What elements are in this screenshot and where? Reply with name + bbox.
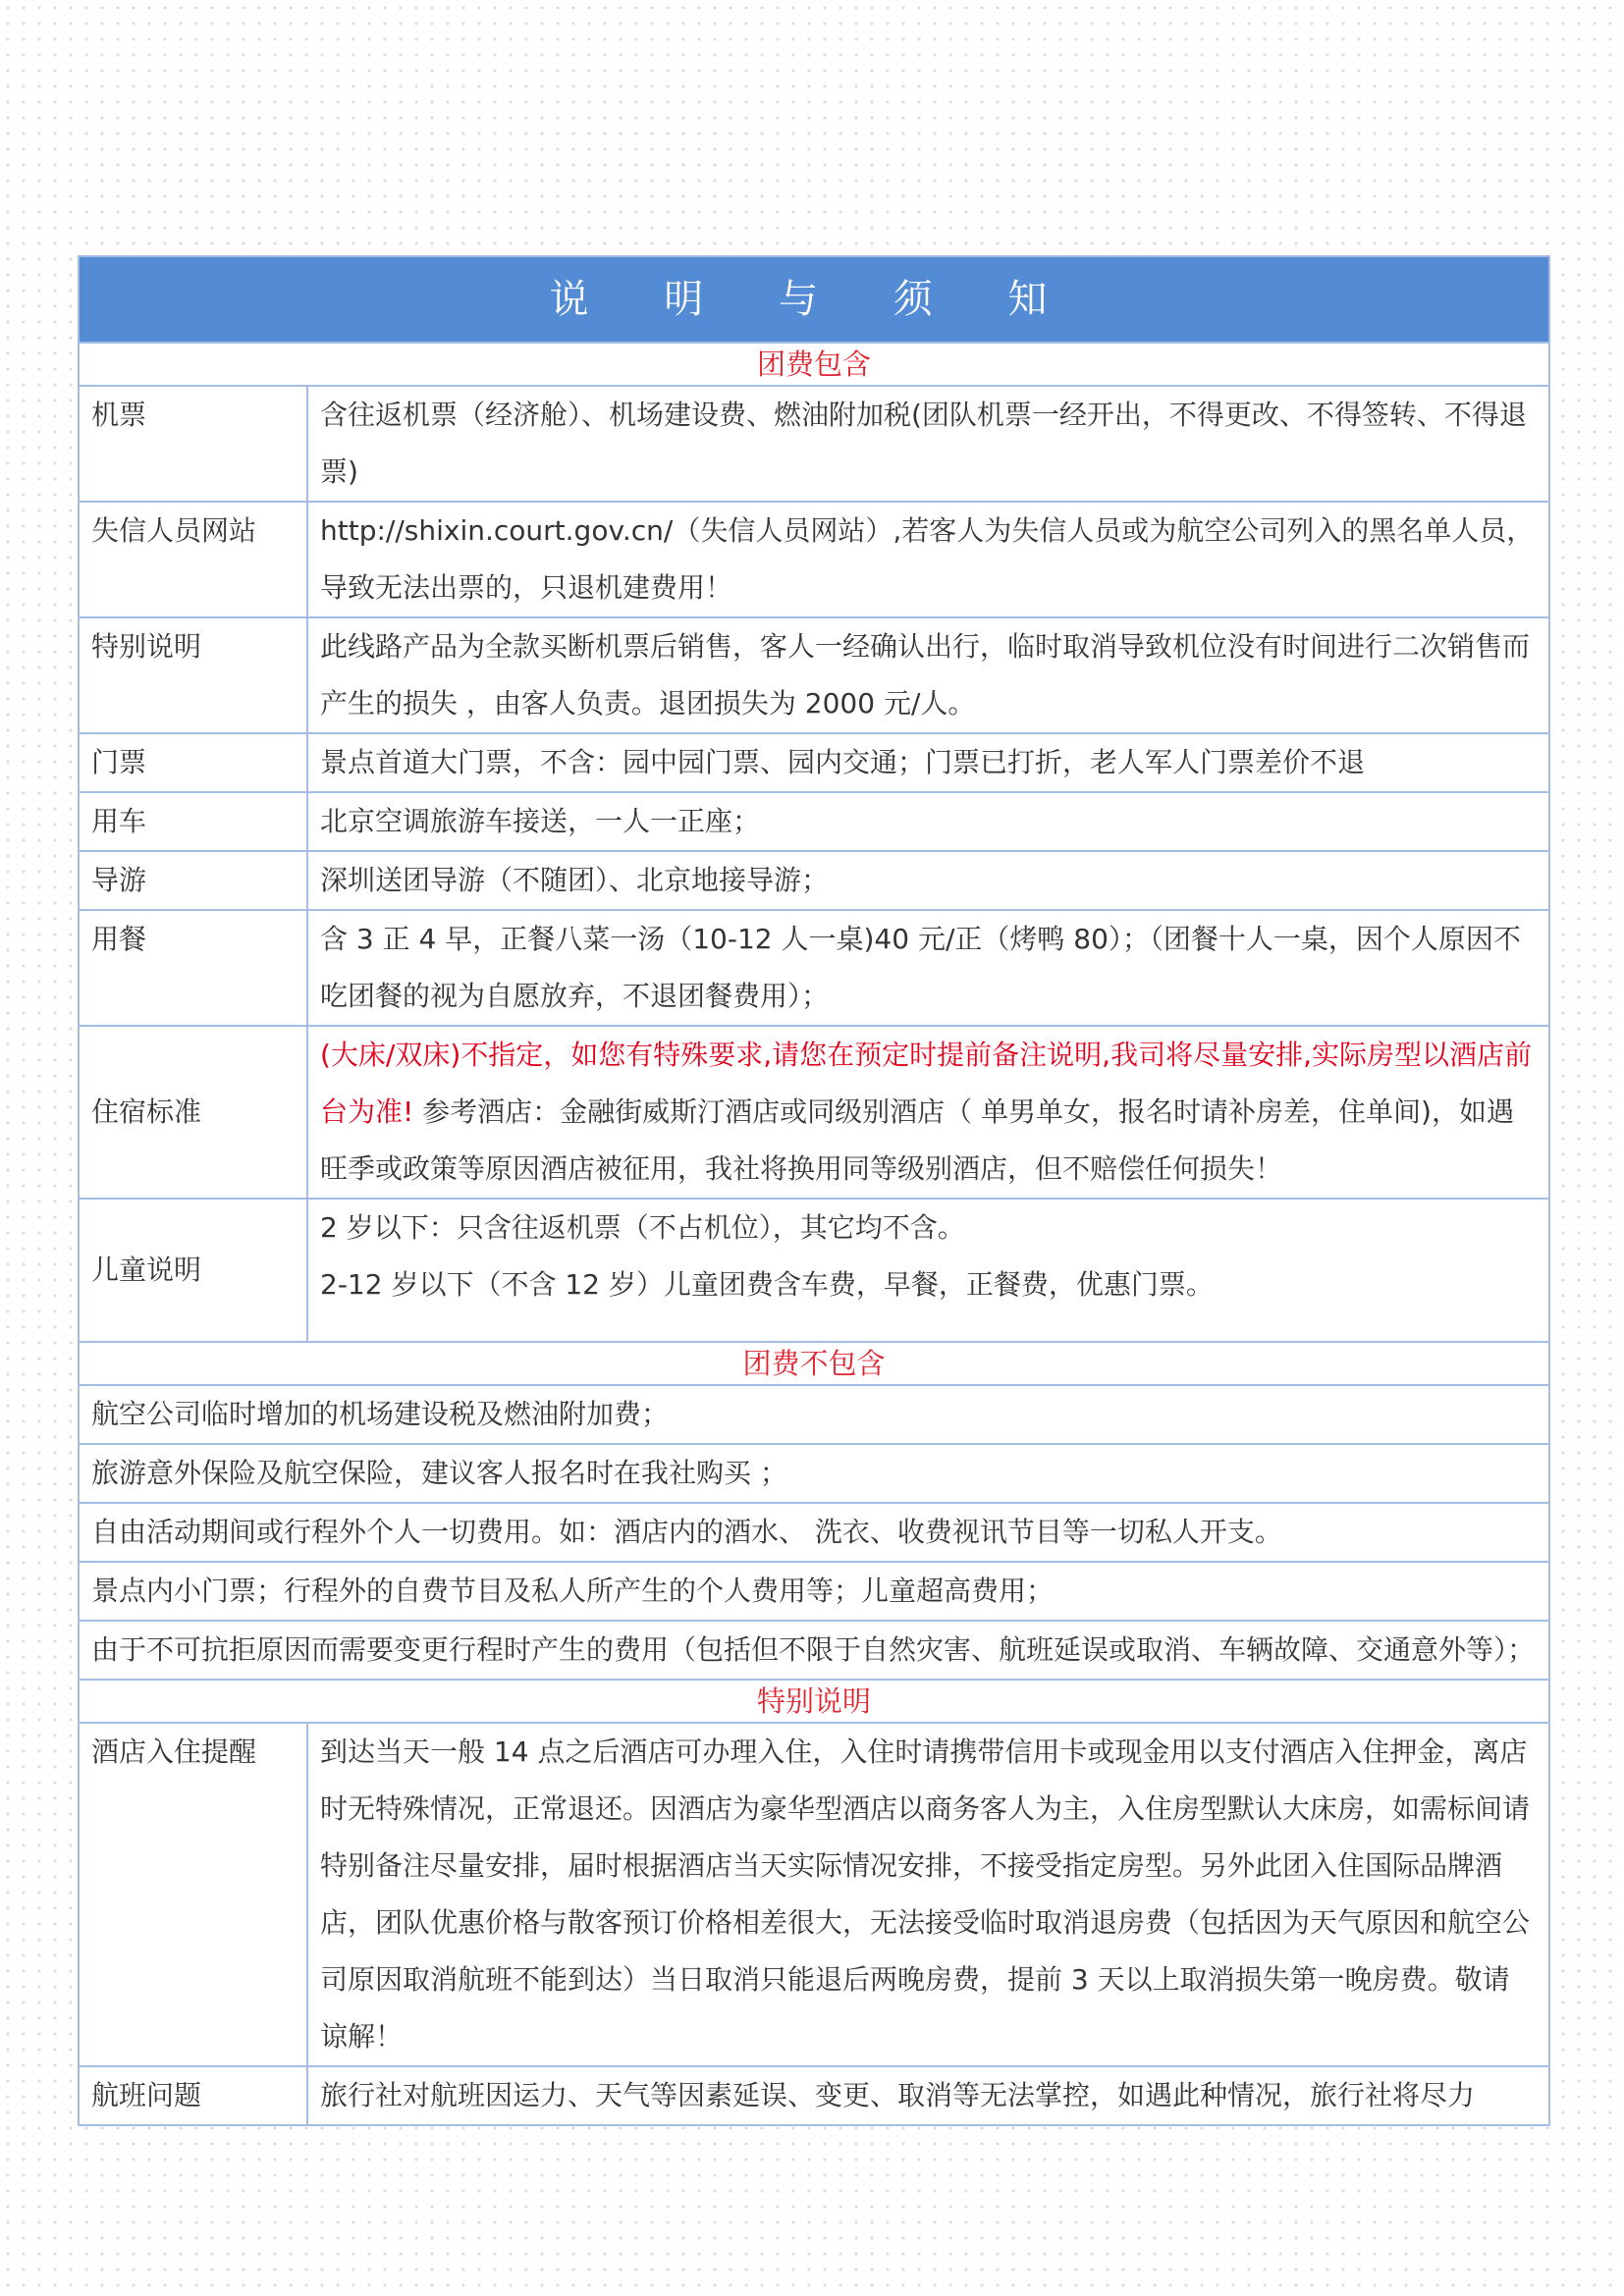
row-label: 门票 (79, 733, 307, 792)
table-row (79, 502, 1549, 617)
table-row-children (79, 1199, 1549, 1342)
list-item (79, 1621, 1549, 1680)
row-label: 酒店入住提醒 (79, 1723, 307, 2066)
row-label: 特别说明 (79, 617, 307, 733)
row-label: 导游 (79, 851, 307, 910)
excluded-item: 自由活动期间或行程外个人一切费用。如：酒店内的酒水、 洗衣、收费视讯节目等一切私人开支。 (79, 1503, 1549, 1562)
row-text: 含往返机票（经济舱）、机场建设费、燃油附加税(团队机票一经开出，不得更改、不得签转、不得退票) (307, 386, 1549, 502)
row-text: 北京空调旅游车接送，一人一正座； (307, 792, 1549, 851)
section-title-special: 特别说明 (79, 1680, 1549, 1723)
row-text: 景点首道大门票，不含：园中园门票、园内交通；门票已打折，老人军人门票差价不退 (307, 733, 1549, 792)
page-title: 说 明 与 须 知 (79, 256, 1549, 343)
table-row (79, 792, 1549, 851)
row-text: 到达当天一般 14 点之后酒店可办理入住，入住时请携带信用卡或现金用以支付酒店入住押金，离店时无特殊情况，正常退还。因酒店为豪华型酒店以商务客人为主，入住房型默认大床房，如需标间请特别备注尽量安排，届时根据酒店当天实际情况安排，不接受指定房型。另外此团入住国际品牌酒店，团队优惠价格与散客预订价格相差很大，无法接受临时取消退房费（包括因为天气原因和航空公司原因取消航班不能到达）当日取消只能退后两晚房费，提前 3 天以上取消损失第一晚房费。敬请谅解！ (307, 1723, 1549, 2066)
table-row (79, 910, 1549, 1026)
list-item (79, 1385, 1549, 1444)
row-label: 机票 (79, 386, 307, 502)
row-label: 失信人员网站 (79, 502, 307, 617)
row-text: 此线路产品为全款买断机票后销售，客人一经确认出行，临时取消导致机位没有时间进行二次销售而产生的损失 ，由客人负责。退团损失为 2000 元/人。 (307, 617, 1549, 733)
row-label: 住宿标准 (79, 1026, 307, 1199)
excluded-item: 旅游意外保险及航空保险，建议客人报名时在我社购买 ； (79, 1444, 1549, 1503)
table-row (79, 2066, 1549, 2125)
notice-table (78, 255, 1550, 2126)
list-item (79, 1562, 1549, 1621)
table-row (79, 733, 1549, 792)
list-item (79, 1503, 1549, 1562)
table-row (79, 386, 1549, 502)
lodging-highlight: (大床/双床)不指定，如您有特殊要求,请您在预定时提前备注说明,我司将尽量安排,实际房型以酒店前台为准! (320, 1039, 1532, 1128)
excluded-item: 航空公司临时增加的机场建设税及燃油附加费； (79, 1385, 1549, 1444)
table-row (79, 851, 1549, 910)
list-item (79, 1444, 1549, 1503)
row-label: 用餐 (79, 910, 307, 1026)
section-title-excluded: 团费不包含 (79, 1342, 1549, 1385)
notice-sheet (78, 255, 1548, 2126)
row-text: 含 3 正 4 早，正餐八菜一汤（10-12 人一桌)40 元/正（烤鸭 80）；（团餐十人一桌，因个人原因不吃团餐的视为自愿放弃，不退团餐费用）； (307, 910, 1549, 1026)
row-label: 航班问题 (79, 2066, 307, 2125)
children-line-2: 2-12 岁以下（不含 12 岁）儿童团费含车费，早餐，正餐费，优惠门票。 (320, 1268, 1214, 1301)
row-text: http://shixin.court.gov.cn/（失信人员网站）,若客人为失信人员或为航空公司列入的黑名单人员，导致无法出票的，只退机建费用！ (307, 502, 1549, 617)
section-title-included: 团费包含 (79, 343, 1549, 386)
row-text (307, 1026, 1549, 1199)
children-line-1: 2 岁以下：只含往返机票（不占机位），其它均不含。 (320, 1211, 965, 1244)
row-text: 深圳送团导游（不随团）、北京地接导游； (307, 851, 1549, 910)
table-row-lodging (79, 1026, 1549, 1199)
excluded-item: 景点内小门票；行程外的自费节目及私人所产生的个人费用等；儿童超高费用； (79, 1562, 1549, 1621)
row-text: 旅行社对航班因运力、天气等因素延误、变更、取消等无法掌控，如遇此种情况，旅行社将尽力 (307, 2066, 1549, 2125)
row-label: 用车 (79, 792, 307, 851)
table-row (79, 617, 1549, 733)
table-row (79, 1723, 1549, 2066)
row-text (307, 1199, 1549, 1342)
row-label: 儿童说明 (79, 1199, 307, 1342)
lodging-text: 参考酒店：金融街威斯汀酒店或同级别酒店（ 单男单女，报名时请补房差，住单间)，如遇旺季或政策等原因酒店被征用，我社将换用同等级别酒店，但不赔偿任何损失！ (320, 1095, 1514, 1185)
excluded-item: 由于不可抗拒原因而需要变更行程时产生的费用（包括但不限于自然灾害、航班延误或取消、车辆故障、交通意外等）； (79, 1621, 1549, 1680)
